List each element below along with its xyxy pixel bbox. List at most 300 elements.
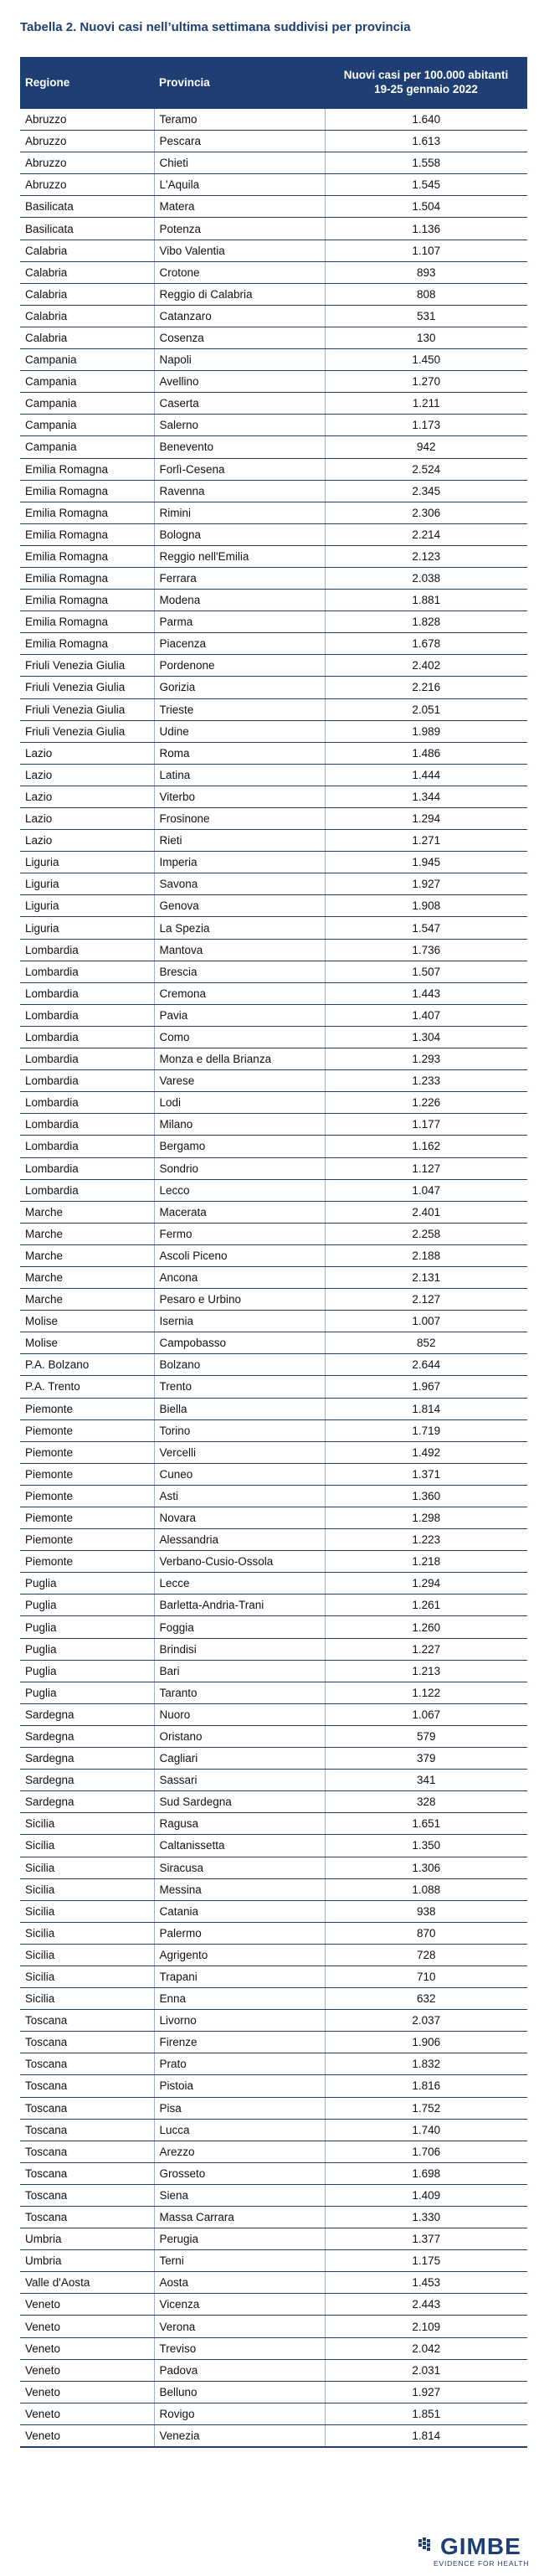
cell-province: Padova	[154, 2359, 325, 2381]
cell-new-cases: 942	[325, 436, 527, 458]
table-row	[20, 393, 527, 415]
cell-new-cases: 2.042	[325, 2337, 527, 2359]
cell-province: Ferrara	[154, 567, 325, 589]
table-row	[20, 436, 527, 458]
cell-region: Marche	[20, 1266, 154, 1288]
cell-region: Lombardia	[20, 1136, 154, 1157]
cell-new-cases: 870	[325, 1922, 527, 1944]
cell-province: Brindisi	[154, 1638, 325, 1660]
cell-region: Friuli Venezia Giulia	[20, 655, 154, 677]
cell-new-cases: 1.486	[325, 742, 527, 764]
cell-new-cases: 1.088	[325, 1878, 527, 1900]
cell-region: Sicilia	[20, 1944, 154, 1965]
cell-new-cases: 1.814	[325, 1398, 527, 1419]
cell-new-cases: 1.306	[325, 1857, 527, 1878]
cell-province: Pavia	[154, 1004, 325, 1026]
cell-region: Sicilia	[20, 1900, 154, 1922]
table-row	[20, 1463, 527, 1485]
table-row	[20, 1507, 527, 1529]
cell-region: Puglia	[20, 1638, 154, 1660]
table-row	[20, 1682, 527, 1703]
cell-province: Modena	[154, 590, 325, 611]
cell-new-cases: 1.127	[325, 1157, 527, 1179]
cell-region: Umbria	[20, 2250, 154, 2272]
cell-new-cases: 1.173	[325, 415, 527, 436]
cell-province: Catania	[154, 1900, 325, 1922]
cell-province: Enna	[154, 1988, 325, 2010]
table-row	[20, 2294, 527, 2316]
cell-province: Siena	[154, 2184, 325, 2206]
cell-region: Abruzzo	[20, 131, 154, 152]
cell-region: Marche	[20, 1223, 154, 1244]
table-row	[20, 655, 527, 677]
cell-new-cases: 2.214	[325, 523, 527, 545]
cell-new-cases: 1.122	[325, 1682, 527, 1703]
cell-new-cases: 1.407	[325, 1004, 527, 1026]
cell-new-cases: 1.706	[325, 2141, 527, 2162]
table-row	[20, 939, 527, 961]
cell-region: Sardegna	[20, 1725, 154, 1747]
cell-province: Ascoli Piceno	[154, 1244, 325, 1266]
logo-tagline: EVIDENCE FOR HEALTH	[434, 2559, 530, 2568]
table-row	[20, 1311, 527, 1332]
cell-province: Napoli	[154, 349, 325, 371]
cell-region: Sicilia	[20, 1835, 154, 1857]
cell-new-cases: 341	[325, 1770, 527, 1791]
cell-new-cases: 1.927	[325, 873, 527, 895]
cell-province: Piacenza	[154, 633, 325, 655]
cell-province: Sondrio	[154, 1157, 325, 1179]
cell-new-cases: 893	[325, 261, 527, 283]
cell-new-cases: 1.547	[325, 917, 527, 939]
cell-region: Liguria	[20, 873, 154, 895]
cell-province: Lodi	[154, 1092, 325, 1114]
table-row	[20, 1725, 527, 1747]
cell-region: Marche	[20, 1201, 154, 1223]
table-row	[20, 808, 527, 830]
cell-new-cases: 2.127	[325, 1289, 527, 1311]
cell-new-cases: 1.989	[325, 720, 527, 742]
cell-new-cases: 2.644	[325, 1354, 527, 1376]
cell-region: P.A. Trento	[20, 1376, 154, 1398]
cell-province: Bergamo	[154, 1136, 325, 1157]
cell-region: Veneto	[20, 2381, 154, 2403]
table-row	[20, 2097, 527, 2119]
table-row	[20, 982, 527, 1004]
cell-region: Toscana	[20, 2032, 154, 2053]
cell-province: Perugia	[154, 2228, 325, 2250]
cell-new-cases: 1.136	[325, 218, 527, 240]
cell-new-cases: 938	[325, 1900, 527, 1922]
cell-region: Piemonte	[20, 1485, 154, 1507]
table-row	[20, 633, 527, 655]
cell-province: Massa Carrara	[154, 2207, 325, 2228]
cell-province: Firenze	[154, 2032, 325, 2053]
table-header-row	[20, 57, 527, 108]
cell-new-cases: 1.752	[325, 2097, 527, 2119]
cell-province: Pescara	[154, 131, 325, 152]
cell-province: Reggio di Calabria	[154, 283, 325, 305]
cell-region: Calabria	[20, 283, 154, 305]
cell-region: Puglia	[20, 1660, 154, 1682]
cell-province: Bari	[154, 1660, 325, 1682]
cell-new-cases: 1.261	[325, 1595, 527, 1616]
column-header-region: Regione	[20, 57, 154, 108]
cell-province: Barletta-Andria-Trani	[154, 1595, 325, 1616]
table-row	[20, 2207, 527, 2228]
table-row	[20, 742, 527, 764]
cell-region: Lazio	[20, 764, 154, 786]
cell-province: Prato	[154, 2053, 325, 2075]
cell-new-cases: 1.719	[325, 1419, 527, 1441]
cell-region: Toscana	[20, 2184, 154, 2206]
cell-province: Belluno	[154, 2381, 325, 2403]
table-row	[20, 2228, 527, 2250]
cell-new-cases: 1.698	[325, 2162, 527, 2184]
cell-province: Campobasso	[154, 1332, 325, 1354]
cell-new-cases: 328	[325, 1791, 527, 1813]
table-row	[20, 174, 527, 196]
cell-province: Rimini	[154, 502, 325, 523]
cell-new-cases: 1.227	[325, 1638, 527, 1660]
cell-region: Veneto	[20, 2424, 154, 2447]
cell-new-cases: 1.007	[325, 1311, 527, 1332]
cell-new-cases: 2.037	[325, 2010, 527, 2032]
cell-new-cases: 2.051	[325, 698, 527, 720]
cell-region: Sardegna	[20, 1748, 154, 1770]
cell-region: Toscana	[20, 2097, 154, 2119]
cell-province: Monza e della Brianza	[154, 1048, 325, 1070]
table-row	[20, 852, 527, 873]
table-row	[20, 1201, 527, 1223]
table-row	[20, 2272, 527, 2294]
cell-province: Genova	[154, 895, 325, 917]
table-row	[20, 611, 527, 633]
cell-province: Messina	[154, 1878, 325, 1900]
cell-region: Friuli Venezia Giulia	[20, 698, 154, 720]
table-row	[20, 1244, 527, 1266]
table-row	[20, 327, 527, 348]
cell-region: Lazio	[20, 808, 154, 830]
cell-region: Umbria	[20, 2228, 154, 2250]
cell-province: Caltanissetta	[154, 1835, 325, 1857]
cell-province: Vibo Valentia	[154, 240, 325, 261]
cell-new-cases: 1.344	[325, 786, 527, 807]
table-row	[20, 2032, 527, 2053]
cell-region: Calabria	[20, 240, 154, 261]
cell-new-cases: 1.443	[325, 982, 527, 1004]
cell-region: Lombardia	[20, 1179, 154, 1201]
cell-province: Catanzaro	[154, 305, 325, 327]
cell-region: Campania	[20, 415, 154, 436]
cell-province: Imperia	[154, 852, 325, 873]
cell-province: Benevento	[154, 436, 325, 458]
cell-province: Cuneo	[154, 1463, 325, 1485]
cell-province: Potenza	[154, 218, 325, 240]
table-row	[20, 152, 527, 174]
cell-province: Aosta	[154, 2272, 325, 2294]
cell-province: Pisa	[154, 2097, 325, 2119]
table-row	[20, 2359, 527, 2381]
cell-new-cases: 1.816	[325, 2075, 527, 2097]
cell-region: Lombardia	[20, 1157, 154, 1179]
cell-province: Ragusa	[154, 1813, 325, 1835]
column-header-cases	[325, 57, 527, 108]
cell-region: Lazio	[20, 742, 154, 764]
cell-new-cases: 579	[325, 1725, 527, 1747]
cell-new-cases: 1.613	[325, 131, 527, 152]
table-row	[20, 1748, 527, 1770]
cell-province: Pordenone	[154, 655, 325, 677]
cell-new-cases: 1.851	[325, 2403, 527, 2424]
cell-province: Siracusa	[154, 1857, 325, 1878]
cell-province: Palermo	[154, 1922, 325, 1944]
cell-new-cases: 2.258	[325, 1223, 527, 1244]
cell-province: La Spezia	[154, 917, 325, 939]
cell-region: Piemonte	[20, 1507, 154, 1529]
table-row	[20, 698, 527, 720]
cell-region: Calabria	[20, 327, 154, 348]
cell-region: Puglia	[20, 1682, 154, 1703]
cell-new-cases: 1.409	[325, 2184, 527, 2206]
table-row	[20, 1266, 527, 1288]
cell-region: Toscana	[20, 2141, 154, 2162]
cell-province: Fermo	[154, 1223, 325, 1244]
cell-region: Emilia Romagna	[20, 458, 154, 480]
cell-new-cases: 728	[325, 1944, 527, 1965]
table-row	[20, 1616, 527, 1638]
table-row	[20, 480, 527, 502]
cell-new-cases: 1.504	[325, 196, 527, 218]
cell-new-cases: 1.640	[325, 108, 527, 131]
cell-region: Liguria	[20, 917, 154, 939]
table-row	[20, 2075, 527, 2097]
cell-new-cases: 1.945	[325, 852, 527, 873]
table-row	[20, 917, 527, 939]
table-row	[20, 1223, 527, 1244]
cell-region: Toscana	[20, 2207, 154, 2228]
table-row	[20, 2162, 527, 2184]
cell-region: Sardegna	[20, 1791, 154, 1813]
cell-new-cases: 632	[325, 1988, 527, 2010]
cell-region: Veneto	[20, 2294, 154, 2316]
cell-province: Verbano-Cusio-Ossola	[154, 1551, 325, 1573]
cell-new-cases: 2.188	[325, 1244, 527, 1266]
cell-region: Lazio	[20, 830, 154, 852]
cell-new-cases: 2.216	[325, 677, 527, 698]
cell-province: Terni	[154, 2250, 325, 2272]
cell-new-cases: 1.360	[325, 1485, 527, 1507]
cell-province: Matera	[154, 196, 325, 218]
cell-region: Lombardia	[20, 1048, 154, 1070]
cell-province: Verona	[154, 2316, 325, 2337]
cell-province: Cremona	[154, 982, 325, 1004]
table-row	[20, 2403, 527, 2424]
table-row	[20, 1004, 527, 1026]
table-row	[20, 764, 527, 786]
cell-region: Lazio	[20, 786, 154, 807]
cell-new-cases: 2.131	[325, 1266, 527, 1288]
cell-province: Agrigento	[154, 1944, 325, 1965]
cell-new-cases: 379	[325, 1748, 527, 1770]
table-row	[20, 523, 527, 545]
cell-region: Friuli Venezia Giulia	[20, 677, 154, 698]
cell-new-cases: 2.402	[325, 655, 527, 677]
cell-region: Emilia Romagna	[20, 480, 154, 502]
table-row	[20, 1398, 527, 1419]
cell-province: Isernia	[154, 1311, 325, 1332]
cell-region: Veneto	[20, 2403, 154, 2424]
cell-province: Udine	[154, 720, 325, 742]
cell-new-cases: 1.223	[325, 1529, 527, 1551]
table-row	[20, 1529, 527, 1551]
cell-province: Roma	[154, 742, 325, 764]
cell-new-cases: 1.651	[325, 1813, 527, 1835]
cell-new-cases: 1.330	[325, 2207, 527, 2228]
cell-new-cases: 1.177	[325, 1114, 527, 1136]
table-row	[20, 895, 527, 917]
cell-province: Ravenna	[154, 480, 325, 502]
cell-region: Lombardia	[20, 982, 154, 1004]
cell-region: Abruzzo	[20, 174, 154, 196]
cell-province: Como	[154, 1026, 325, 1048]
cell-new-cases: 1.233	[325, 1070, 527, 1092]
table-row	[20, 1791, 527, 1813]
cell-region: Puglia	[20, 1616, 154, 1638]
cases-table	[20, 57, 527, 2448]
cell-region: Basilicata	[20, 218, 154, 240]
cell-region: Marche	[20, 1289, 154, 1311]
table-row	[20, 415, 527, 436]
cell-new-cases: 1.377	[325, 2228, 527, 2250]
cell-region: Sicilia	[20, 1857, 154, 1878]
cell-new-cases: 1.175	[325, 2250, 527, 2272]
cell-province: Treviso	[154, 2337, 325, 2359]
cell-region: Campania	[20, 436, 154, 458]
cell-province: Forlì-Cesena	[154, 458, 325, 480]
cell-province: Frosinone	[154, 808, 325, 830]
cell-region: Toscana	[20, 2119, 154, 2141]
cell-region: Lombardia	[20, 961, 154, 982]
cell-province: Nuoro	[154, 1703, 325, 1725]
table-row	[20, 1638, 527, 1660]
cell-region: Emilia Romagna	[20, 611, 154, 633]
cell-province: Sud Sardegna	[154, 1791, 325, 1813]
cell-new-cases: 1.881	[325, 590, 527, 611]
cell-new-cases: 710	[325, 1965, 527, 1987]
cell-province: Cagliari	[154, 1748, 325, 1770]
cell-province: Vicenza	[154, 2294, 325, 2316]
cell-region: Marche	[20, 1244, 154, 1266]
cell-region: Piemonte	[20, 1529, 154, 1551]
cell-new-cases: 1.162	[325, 1136, 527, 1157]
cell-region: Emilia Romagna	[20, 590, 154, 611]
cell-new-cases: 1.067	[325, 1703, 527, 1725]
table-row	[20, 1988, 527, 2010]
table-row	[20, 2053, 527, 2075]
cell-province: Varese	[154, 1070, 325, 1092]
cell-new-cases: 130	[325, 327, 527, 348]
cell-province: Viterbo	[154, 786, 325, 807]
cell-province: Lecce	[154, 1573, 325, 1595]
cell-new-cases: 1.047	[325, 1179, 527, 1201]
cell-province: Caserta	[154, 393, 325, 415]
table-row	[20, 1026, 527, 1048]
cell-region: Sicilia	[20, 1922, 154, 1944]
column-header-cases-line1: Nuovi casi per 100.000 abitanti	[343, 69, 509, 81]
table-row	[20, 1703, 527, 1725]
table-row	[20, 1419, 527, 1441]
cell-province: Cosenza	[154, 327, 325, 348]
logo-wordmark: GIMBE	[440, 2533, 521, 2559]
table-row	[20, 2337, 527, 2359]
cell-province: Brescia	[154, 961, 325, 982]
table-row	[20, 1944, 527, 1965]
cell-province: Teramo	[154, 108, 325, 131]
table-row	[20, 1595, 527, 1616]
table-row	[20, 1179, 527, 1201]
cell-new-cases: 1.828	[325, 611, 527, 633]
cell-new-cases: 1.270	[325, 371, 527, 393]
cell-region: P.A. Bolzano	[20, 1354, 154, 1376]
cell-region: Sardegna	[20, 1703, 154, 1725]
table-body	[20, 108, 527, 2447]
cell-province: Arezzo	[154, 2141, 325, 2162]
column-header-province: Provincia	[154, 57, 325, 108]
cell-province: Avellino	[154, 371, 325, 393]
table-row	[20, 349, 527, 371]
cell-region: Lombardia	[20, 1070, 154, 1092]
cell-region: Emilia Romagna	[20, 545, 154, 567]
cell-region: Piemonte	[20, 1551, 154, 1573]
cell-region: Toscana	[20, 2162, 154, 2184]
cell-new-cases: 1.906	[325, 2032, 527, 2053]
table-row	[20, 1136, 527, 1157]
cell-new-cases: 1.740	[325, 2119, 527, 2141]
table-row	[20, 502, 527, 523]
table-row	[20, 2424, 527, 2447]
cell-province: Bolzano	[154, 1354, 325, 1376]
table-row	[20, 1376, 527, 1398]
table-row	[20, 1922, 527, 1944]
cell-province: Pesaro e Urbino	[154, 1289, 325, 1311]
cell-region: Liguria	[20, 895, 154, 917]
cell-province: Trapani	[154, 1965, 325, 1987]
cell-new-cases: 1.213	[325, 1660, 527, 1682]
cell-region: Sicilia	[20, 1988, 154, 2010]
cell-province: Vercelli	[154, 1441, 325, 1463]
table-row	[20, 2184, 527, 2206]
cell-region: Campania	[20, 371, 154, 393]
cell-new-cases: 2.401	[325, 1201, 527, 1223]
table-row	[20, 1900, 527, 1922]
cell-new-cases: 1.260	[325, 1616, 527, 1638]
table-row	[20, 1092, 527, 1114]
cell-province: Sassari	[154, 1770, 325, 1791]
cell-region: Valle d'Aosta	[20, 2272, 154, 2294]
cell-new-cases: 2.038	[325, 567, 527, 589]
cell-province: Salerno	[154, 415, 325, 436]
table-row	[20, 567, 527, 589]
cell-new-cases: 1.371	[325, 1463, 527, 1485]
table-row	[20, 2010, 527, 2032]
cell-province: Alessandria	[154, 1529, 325, 1551]
cell-region: Piemonte	[20, 1463, 154, 1485]
cell-region: Sicilia	[20, 1813, 154, 1835]
cell-province: Lucca	[154, 2119, 325, 2141]
cell-province: Reggio nell'Emilia	[154, 545, 325, 567]
cell-new-cases: 1.218	[325, 1551, 527, 1573]
